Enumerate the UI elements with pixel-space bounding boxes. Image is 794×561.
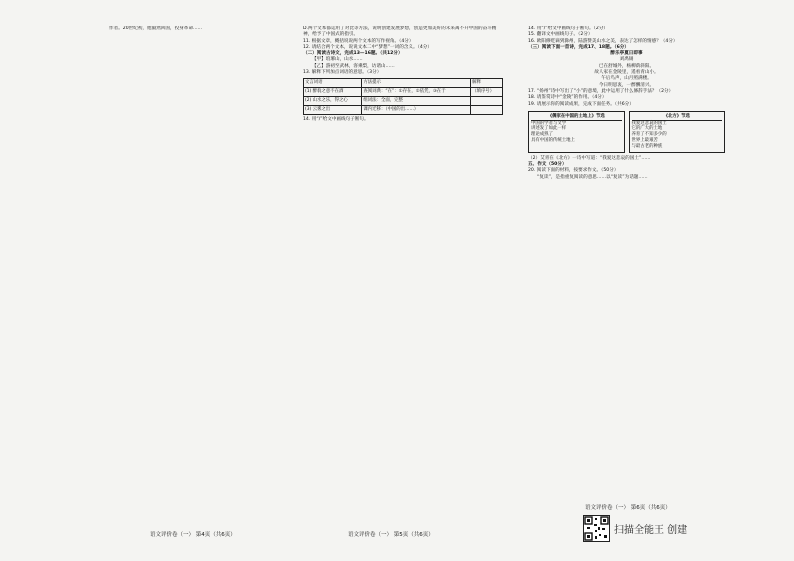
- table-cell: (3) 云雾之出: [304, 105, 362, 114]
- table-header: 文言词语: [304, 79, 362, 88]
- q14-col2: 14. 用“/”给文中画线句子断句。: [303, 116, 369, 122]
- qr-code-icon: [583, 515, 610, 542]
- table-cell: 查阅词典：“在”：①存在，②依凭，③在于: [362, 88, 471, 97]
- footer-page-6: 语文评价卷（一） 第6页（共6页）: [585, 505, 671, 511]
- table-row: [304, 96, 503, 105]
- table-cell: [471, 96, 503, 105]
- table-header: 方法提示: [362, 79, 471, 88]
- table-cell: 课内迁移：（中国的出……）: [362, 105, 471, 114]
- passage-jia: 【甲】琅琊山，山水……: [312, 57, 363, 63]
- footer-page-4: 语文评价卷（一） 第4页（共6页）: [150, 532, 236, 538]
- box-title: 《儒家在中国的土地上》节选: [531, 114, 622, 121]
- poem-line: 故人家在金陵里，遥看青山小。: [594, 70, 659, 76]
- vocab-table: [303, 78, 503, 114]
- q10-option-d: D.两个文本都运用了对比等方法，说明创建发展梦想，创造更加美好的未来离不开中国的奋斗精神，给予了中国式的指引。: [303, 26, 497, 38]
- writing-prompt: “复读”，是指重复阅读的意思……以“复读”为话题……: [537, 174, 648, 180]
- watermark-text: 扫描全能王 创建: [614, 525, 688, 536]
- section-3-heading: （三）阅读下面一首诗，完成17、18题。（6分）: [528, 44, 629, 50]
- q16: 16. 欧阳修贬谪到滁州，陆游赞美山水之美，表达了怎样的情感？（4分）: [528, 38, 678, 44]
- poem-line: 已在舒城外，杨柳荫斜阳。: [598, 63, 655, 69]
- q19: 19. 请展示你的阅读成果，完成下面任务。（共6分）: [528, 101, 634, 107]
- box-body: 中国的学者与文学 讲述发了如此一样 理论成熟了 具有中国的传统土地上: [531, 120, 575, 144]
- column-2: [303, 26, 503, 526]
- col1-paragraph: 作者。20世纪初，他毅然回国，投身革命……: [109, 26, 203, 31]
- q12: 12. 请结合两个文本，说说文本二中“梦想”一词的含义。（4分）: [303, 44, 432, 50]
- writing-heading: 五、作文（50分）: [528, 161, 567, 167]
- table-cell: （填序号）: [471, 88, 503, 97]
- q15: 15. 翻译文中画线句子。（2分）: [528, 32, 593, 38]
- table-cell: (2) 山水之乐，得之心: [304, 96, 362, 105]
- q13: 13. 解释下列加点词语的意思。（3分）: [303, 70, 382, 76]
- excerpt-box-right: [629, 111, 726, 153]
- q17: 17. “扬州”诗中写出了“小”的意境，此中运用了什么修辞手法？（2分）: [528, 88, 674, 94]
- table-header-row: [304, 79, 503, 88]
- table-row: [304, 88, 503, 97]
- poem-author: 刘禹锡: [619, 57, 634, 63]
- q14: 14. 用“/”给文中画线句子断句。（2分）: [528, 26, 609, 31]
- comparison-boxes: [528, 111, 725, 153]
- box-body: 我爱这悲哀的国土 它的广大的土地 养育了不知多少的 世界上最艰苦 与最古老的种族: [631, 120, 667, 149]
- box-title: 《北方》节选: [632, 114, 723, 121]
- passage-yi: 【乙】游初至武林，客乘梨，访诸山……: [312, 63, 395, 69]
- q20: 20. 阅读下面的材料，按要求作文。（50分）: [528, 168, 619, 174]
- table-cell: [471, 105, 503, 114]
- table-header: 解释: [471, 79, 503, 88]
- poem-title: 醉乐亭夏日即事: [610, 51, 643, 57]
- poem-line: 今日明思衷，一醉酬清兴。: [598, 82, 655, 88]
- section-2-heading: （二）阅读古诗文，完成13—16题。（共12分）: [303, 51, 403, 57]
- column-1: [100, 26, 296, 526]
- table-row: [304, 105, 503, 114]
- table-cell: 组词法：全面，完整: [362, 96, 471, 105]
- footer-page-5: 语文评价卷（一） 第5页（共6页）: [348, 532, 434, 538]
- q19-part-2: （2）艾青在《北方》一诗中写道：“我爱这悲哀的国土”……: [528, 155, 651, 161]
- column-3: [528, 26, 725, 496]
- q11: 11. 根据文章，概括说说两个文本的写作视角。（4分）: [303, 38, 414, 44]
- excerpt-box-left: [528, 111, 625, 153]
- q18: 18. 请鉴赏诗中“金陵”的作用。（4分）: [528, 95, 607, 101]
- poem-line: 午后鸟声，山月照满楼。: [601, 76, 652, 82]
- table-cell: (1) 醉翁之意不在酒: [304, 88, 362, 97]
